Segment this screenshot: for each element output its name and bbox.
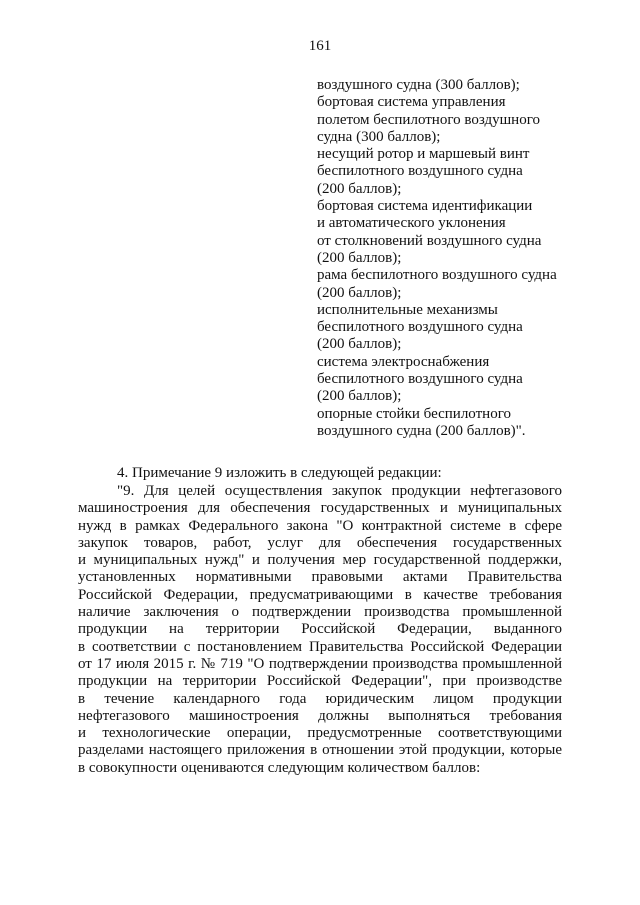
paragraph-line: Российской Федерации, предусматривающими в качестве требования	[78, 586, 562, 603]
list-line: воздушного судна (200 баллов)".	[317, 422, 526, 439]
list-line: исполнительные механизмы	[317, 301, 498, 318]
paragraph-line: разделами настоящего приложения в отношении этой продукции, которые	[78, 742, 562, 759]
list-line: беспилотного воздушного судна	[317, 319, 523, 336]
paragraph-line: закупок товаров, работ, услуг для обеспечения государственных	[78, 534, 562, 551]
list-line: бортовая система идентификации	[317, 198, 533, 215]
paragraph-line: продукции на территории Российской Федерации", при производстве	[78, 673, 562, 690]
paragraph-line: машиностроения для обеспечения государственных и муниципальных	[78, 500, 562, 517]
page-number: 161	[308, 38, 332, 54]
list-line: система электроснабжения	[317, 353, 490, 370]
paragraph-line: установленных нормативными правовыми актами Правительства	[78, 569, 562, 586]
list-line: бортовая система управления	[317, 94, 506, 111]
list-line: (200 баллов);	[317, 284, 402, 301]
list-line: судна (300 баллов);	[317, 128, 441, 145]
list-line: несущий ротор и маршевый винт	[317, 146, 530, 163]
list-line: (200 баллов);	[317, 180, 402, 197]
paragraph-line: "9. Для целей осуществления закупок продукции нефтегазового	[117, 483, 562, 499]
list-line: (200 баллов);	[317, 388, 402, 405]
note-9-paragraph	[78, 483, 562, 777]
list-line: беспилотного воздушного судна	[317, 163, 523, 180]
paragraph-line: в совокупности оцениваются следующим количеством баллов:	[78, 759, 481, 776]
paragraph-line: и технологические операции, предусмотренные соответствующими	[78, 725, 562, 742]
paragraph-line: наличие заключения о подтверждении производства промышленной	[78, 604, 562, 621]
item-4-heading: 4. Примечание 9 изложить в следующей редакции:	[117, 465, 442, 481]
list-line: от столкновений воздушного судна	[317, 232, 542, 249]
paragraph-line: от 17 июля 2015 г. № 719 "О подтверждении производства промышленной	[78, 655, 562, 672]
points-list	[317, 77, 617, 440]
list-line: рама беспилотного воздушного судна	[317, 267, 557, 284]
list-line: опорные стойки беспилотного	[317, 405, 511, 422]
list-line: полетом беспилотного воздушного	[317, 111, 540, 128]
paragraph-line: нефтегазового машиностроения должны выполняться требования	[78, 707, 562, 724]
paragraph-line: продукции на территории Российской Федерации, выданного	[78, 621, 562, 638]
paragraph-line: в соответствии с постановлением Правительства Российской Федерации	[78, 638, 562, 655]
list-line: и автоматического уклонения	[317, 215, 506, 232]
list-line: воздушного судна (300 баллов);	[317, 77, 520, 93]
paragraph-line: и муниципальных нужд" и получения мер государственной поддержки,	[78, 552, 562, 569]
list-line: (200 баллов);	[317, 336, 402, 353]
paragraph-line: нужд в рамках Федерального закона "О контрактной системе в сфере	[78, 517, 562, 534]
list-line: (200 баллов);	[317, 249, 402, 266]
list-line: беспилотного воздушного судна	[317, 371, 523, 388]
paragraph-line: в течение календарного года юридическим лицом продукции	[78, 690, 562, 707]
